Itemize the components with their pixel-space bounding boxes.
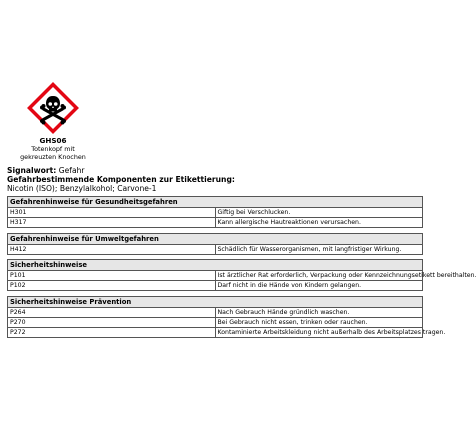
table-row xyxy=(8,218,423,228)
table-title: Gefahrenhinweise für Gesundheitsgefahren xyxy=(8,197,423,208)
table-title: Sicherheitshinweise xyxy=(8,260,423,271)
signal-word-label: Signalwort: xyxy=(7,166,57,175)
ghs-pictogram-block xyxy=(10,83,96,161)
table-row xyxy=(8,308,423,318)
precaution-code: P270 xyxy=(8,318,216,328)
precaution-code: P102 xyxy=(8,281,216,291)
table-row xyxy=(8,208,423,218)
signal-word-value: Gefahr xyxy=(58,166,85,175)
hazard-code: H317 xyxy=(8,218,216,228)
precaution-text: Ist ärztlicher Rat erforderlich, Verpackung oder Kennzeichnungsetikett bereithalten. xyxy=(215,271,423,281)
precaution-text: Kontaminierte Arbeitskleidung nicht außerhalb des Arbeitsplatzes tragen. xyxy=(215,328,423,338)
table-row xyxy=(8,328,423,338)
precaution-text: Nach Gebrauch Hände gründlich waschen. xyxy=(215,308,423,318)
ghs-description: Totenkopf mit gekreuzten Knochen xyxy=(20,145,86,161)
environmental-hazards-table xyxy=(7,233,423,255)
hazard-code: H412 xyxy=(8,245,216,255)
skull-crossbones-icon xyxy=(28,83,78,133)
hazard-text: Kann allergische Hautreaktionen verursachen. xyxy=(215,218,423,228)
table-row xyxy=(8,281,423,291)
signal-word-line xyxy=(7,166,85,175)
precaution-text: Darf nicht in die Hände von Kindern gelangen. xyxy=(215,281,423,291)
precaution-code: P101 xyxy=(8,271,216,281)
precaution-code: P272 xyxy=(8,328,216,338)
safety-prevention-table xyxy=(7,296,446,338)
table-row xyxy=(8,245,423,255)
precaution-code: P264 xyxy=(8,308,216,318)
hazard-code: H301 xyxy=(8,208,216,218)
ghs-code: GHS06 xyxy=(39,136,67,145)
table-row xyxy=(8,318,423,328)
components-list: Nicotin (ISO); Benzylalkohol; Carvone-1 xyxy=(7,184,157,193)
precaution-text: Bei Gebrauch nicht essen, trinken oder rauchen. xyxy=(215,318,423,328)
health-hazards-table xyxy=(7,196,423,228)
safety-general-table xyxy=(7,259,476,291)
table-title: Gefahrenhinweise für Umweltgefahren xyxy=(8,234,423,245)
table-title: Sicherheitshinweise Prävention xyxy=(8,297,423,308)
hazard-text: Giftig bei Verschlucken. xyxy=(215,208,423,218)
hazard-text: Schädlich für Wasserorganismen, mit langfristiger Wirkung. xyxy=(215,245,423,255)
components-heading: Gefahrbestimmende Komponenten zur Etikettierung: xyxy=(7,175,235,184)
table-row xyxy=(8,271,423,281)
